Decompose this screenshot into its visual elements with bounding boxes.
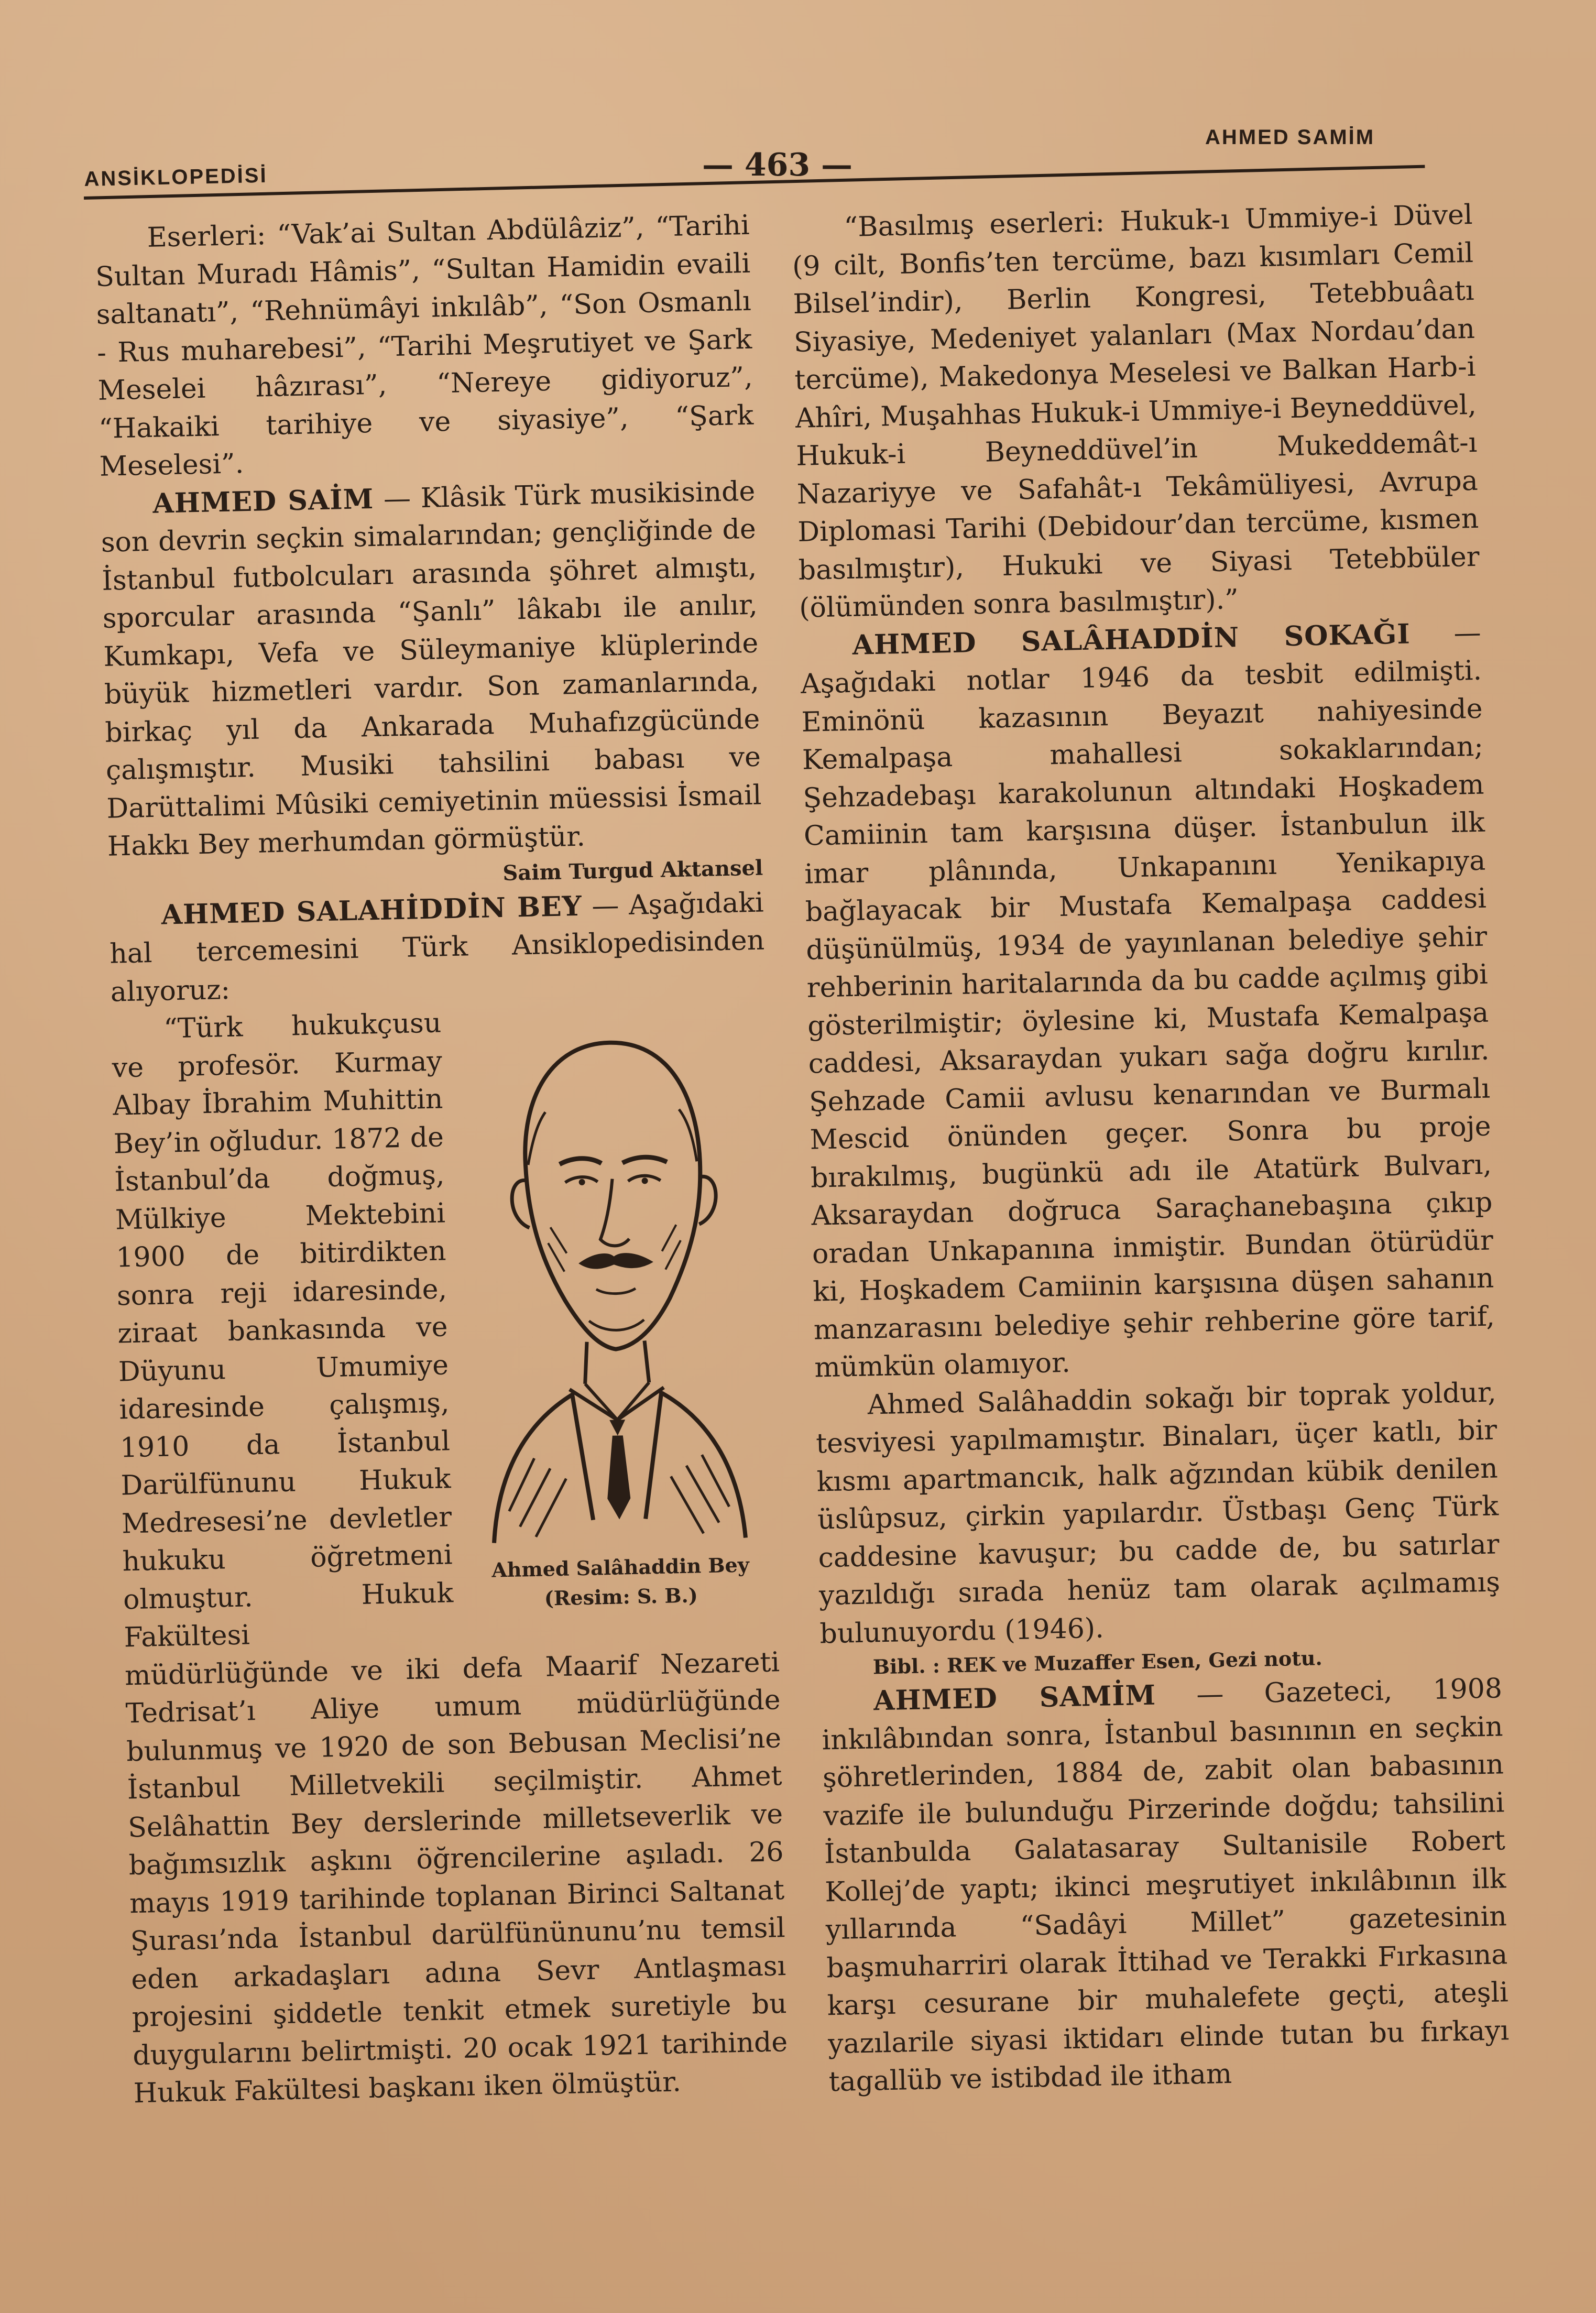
portrait-drawing bbox=[452, 1002, 778, 1554]
entry-ahmed-samim bbox=[821, 1670, 1510, 2101]
entry-ahmed-saim bbox=[100, 472, 763, 866]
headword-ahmed-samim: AHMED SAMİM bbox=[873, 1679, 1156, 1717]
left-column bbox=[94, 206, 789, 2113]
headword-ahmed-saim: AHMED SAİM bbox=[152, 483, 374, 520]
running-header-left: ANSİKLOPEDİSİ bbox=[84, 163, 268, 191]
entry-ahmed-salahaddin-sokagi bbox=[800, 614, 1496, 1387]
bibliography-text: REK ve Muzaffer Esen, Gezi notu. bbox=[939, 1646, 1323, 1677]
headword-ahmed-salahaddin-sokagi: AHMED SALÂHADDİN SOKAĞI bbox=[852, 617, 1411, 661]
biography-quote: “Türk hukukçusu ve profesör. Kurmay Albay İbrahim Muhittin Bey’in oğludur. 1872 de İstanbul’da doğmuş, Mülkiye Mektebini 1900 de bitirdikten sonra reji idaresinde, ziraat bankasında ve Düyunu Umumiye idaresinde çalışmış, 1910 da İstanbul Darülfünunu Hukuk Medresesi’ne devletler hukuku öğretmeni olmuştur. Hukuk Fakültesi müdürlüğünde ve iki defa Maarif Nezareti Tedrisat’ı Aliye umum müdürlüğünde bulunmuş ve 1920 de son Bebusan Meclisi’ne İstanbul Milletvekili seçilmiştir. Ahmet Selâhattin Bey derslerinde milletseverlik ve bağımsızlık aşkını öğrencilerine aşıladı. 26 mayıs 1919 tarihinde toplanan Birinci Saltanat Şurası’nda İstanbul darülfününunu’nu temsil eden arkadaşları adına Sevr Antlaşması projesini şiddetle tenkit etmek suretiyle bu duygularını belirtmişti. 20 ocak 1921 tarihinde Hukuk Fakültesi başkanı iken ölmüştür. bbox=[112, 1007, 788, 2110]
portrait-figure bbox=[452, 1002, 779, 1622]
headword-ahmed-salahiddin-bey: AHMED SALAHİDDİN BEY bbox=[161, 890, 583, 931]
entry-ahmed-salahaddin-sokagi-body: — Aşağıdaki notlar 1946 da tesbit edilmişti. Eminönü kazasının Beyazıt nahiyesinde Kemalpaşa mahallesi sokaklarından; Şehzadebaşı karakolunun altındaki Hoşkadem Camiinin tam karşısına düşer. İstanbulun ilk imar plânında, Unkapanını Yenikapıya bağlayacak bir Mustafa Kemalpaşa caddesi düşünülmüş, 1934 de yayınlanan belediye şehir rehberinin haritalarında da bu cadde açılmış gibi gösterilmiştir; öylesine ki, Mustafa Kemalpaşa caddesi, Aksaraydan yukarı sağa doğru kırılır. Şehzade Camii avlusu kenarından ve Burmalı Mescid önünden geçer. Sonra bu proje bırakılmış, bugünkü adı ile Atatürk Bulvarı, Aksaraydan doğruca Saraçhanebaşına çıkıp oradan Unkapanına inmiştir. Bundan ötürüdür ki, Hoşkadem Camiinin karşısına düşen sahanın manzarasını belediye şehir rehberine göre tarif, mümkün olamıyor. bbox=[800, 617, 1495, 1384]
page-number: — 463 — bbox=[702, 147, 853, 183]
figure-caption: Ahmed Salâhaddin Bey bbox=[491, 1553, 750, 1582]
published-works-paragraph: “Basılmış eserleri: Hukuk-ı Ummiye-i Düvel (9 cilt, Bonfis’ten tercüme, bazı kısımları Cemil Bilsel’indir), Berlin Kongresi, Tetebbuâatı Siyasiye, Medeniyet yalanları (Max Nordau’dan tercüme), Makedonya Meselesi ve Balkan Harb-i Ahîri, Muşahhas Hukuk-i Ummiye-i Beyneddüvel, Hukuk-i Beyneddüvel’in Mukeddemât-ı Nazariyye ve Safahât-ı Tekâmüliyesi, Avrupa Diplomasi Tarihi (Debidour’dan tercüme, kısmen basılmıştır), Hukuki ve Siyasi Tetebbüler (ölümünden sonra basılmıştır).” bbox=[792, 199, 1480, 624]
bibliography-label: Bibl. : bbox=[872, 1653, 941, 1679]
right-column bbox=[791, 196, 1510, 2101]
author-signature: Saim Turgud Aktansel bbox=[502, 855, 763, 886]
entry-ahmed-salahiddin-bey bbox=[108, 883, 766, 1011]
entry-ahmed-samim-body: — Gazeteci, 1908 inkılâbından sonra, İstanbul basınının en seçkin şöhretlerinden, 1884 de, zabit olan babasının vazife ile bulunduğu Pirzerinde doğdu; tahsilini İstanbulda Galatasaray Sultanisile Robert Kollej’de yaptı; ikinci meşrutiyet inkılâbının ilk yıllarında “Sadâyi Millet” gazetesinin başmuharriri olarak İttihad ve Terakki Fırkasına karşı cesurane bir muhalefete geçti, ateşli yazılarile siyasi iktidarı elinde tutan bu fırkayı tagallüb ve istibdad ile itham bbox=[822, 1673, 1510, 2098]
street-description: Ahmed Salâhaddin sokağı bir toprak yoldur, tesviyesi yapılmamıştır. Binaları, üçer katlı, bir kısmı apartmancık, halk ağzından kübik denilen üslûpsuz, çirkin yapılardır. Üstbaşı Genç Türk caddesine kavuşur; bu cadde de, bu satırlar yazıldığı sırada henüz tam olarak açılmamış bulunuyordu (1946). bbox=[815, 1376, 1501, 1650]
entry-ahmed-saim-body: — Klâsik Türk musikisinde son devrin seçkin simalarından; gençliğinde de İstanbul futbolcuları arasında şöhret almıştı, sporcular arasında “Şanlı” lâkabı ile anılır, Kumkapı, Vefa ve Süleymaniye klüplerinde büyük hizmetleri vardır. Son zamanlarında, birkaç yıl da Ankarada Muhafızgücünde çalışmıştır. Musiki tahsilini babası ve Darüttalimi Mûsiki cemiyetinin müessisi İsmail Hakkı Bey merhumdan görmüştür. bbox=[101, 475, 762, 863]
running-header-right: AHMED SAMİM bbox=[1205, 126, 1375, 149]
figure-credit: (Resim: S. B.) bbox=[544, 1583, 698, 1610]
works-paragraph: Eserleri: “Vak’ai Sultan Abdülâziz”, “Tarihi Sultan Muradı Hâmis”, “Sultan Hamidin evaili saltanatı”, “Rehnümâyi inkılâb”, “Son Osmanlı - Rus muharebesi”, “Tarihi Meşrutiyet ve Şark Meselei hâzırası”, “Nereye gidiyoruz”, “Hakaiki tarihiye ve siyasiye”, “Şark Meselesi”. bbox=[95, 209, 754, 483]
entry-ahmed-salahiddin-bey-body: — Aşağıdaki hal tercemesini Türk Ansiklopedisinden alıyoruz: bbox=[109, 887, 765, 1008]
